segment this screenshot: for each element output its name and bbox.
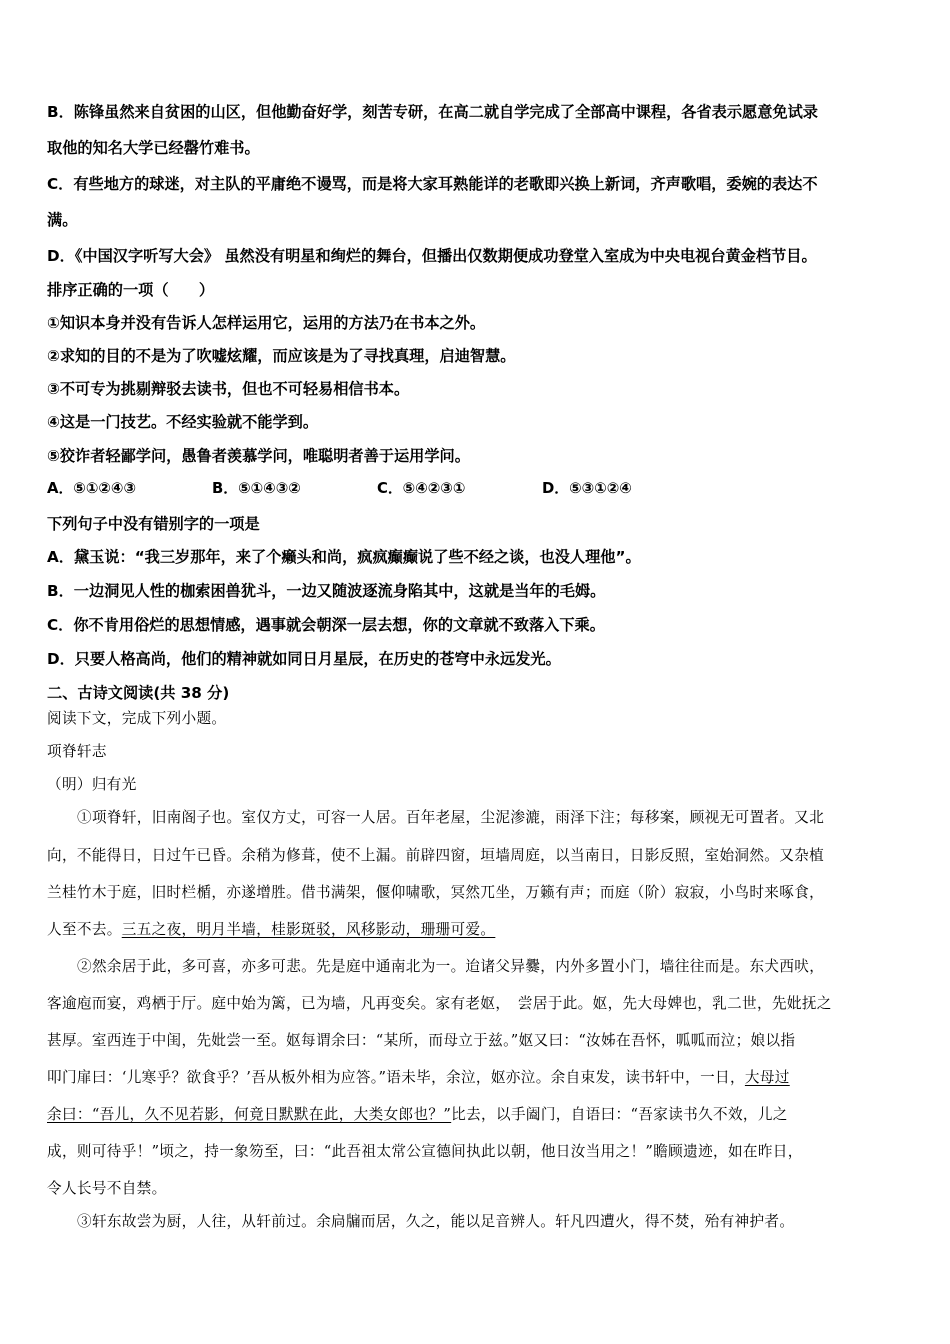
underlined-sentence-1: 三五之夜，明月半墙，桂影斑驳，风移影动，珊珊可爱。 [121, 921, 496, 938]
paragraph-2-line-6: 成，则可待乎！”顷之，持一象笏至，曰：“此吾祖太常公宣德间执此以朝，他日汝当用之！”瞻顾遗迹，如在昨日， [47, 1143, 803, 1160]
option-c-line-1: C．有些地方的球迷，对主队的平庸绝不谩骂，而是将大家耳熟能详的老歌即兴换上新词，齐声歌唱，委婉的表达不 [47, 175, 818, 193]
order-option-c: C．⑤④②③① [377, 480, 466, 497]
option-d-line: D．《中国汉字听写大会》 虽然没有明星和绚烂的舞台，但播出仅数期便成功登堂入室成为中央电视台黄金档节目。 [47, 247, 817, 265]
typo-option-d: D．只要人格高尚，他们的精神就如同日月星辰，在历史的苍穹中永远发光。 [47, 650, 561, 668]
paragraph-2-line-1: ②然余居于此，多可喜，亦多可悲。先是庭中通南北为一。迨诸父异爨，内外多置小门，墙往往而是。东犬西吠， [77, 958, 825, 975]
typo-option-a: A．黛玉说：“我三岁那年，来了个癞头和尚，疯疯癫癫说了些不经之谈，也没人理他”。 [47, 548, 641, 566]
order-item-4: ④这是一门技艺。不经实验就不能学到。 [47, 413, 319, 431]
paragraph-1-line-1: ①项脊轩，旧南阁子也。室仅方丈，可容一人居。百年老屋，尘泥渗漉，雨泽下注；每移案，顾视无可置者。又北 [77, 809, 825, 826]
paragraph-2-line-2: 客逾庖而宴，鸡栖于厅。庭中始为篱，已为墙，凡再变矣。家有老妪， 尝居于此。妪，先大母婢也，乳二世，先妣抚之 [47, 995, 832, 1012]
paragraph-2-text: 叩门扉曰：‘儿寒乎？欲食乎？’吾从板外相为应答。”语未毕，余泣，妪亦泣。余自束发，读书轩中，一日， [47, 1069, 745, 1086]
order-option-a: A．⑤①②④③ [47, 480, 136, 497]
underlined-sentence-2-end: 余曰：“吾儿，久不见若影，何竟日默默在此，大类女郎也？” [47, 1106, 452, 1123]
paragraph-1-text: 人至不去。 [47, 921, 122, 938]
order-item-5: ⑤狡诈者轻鄙学问，愚鲁者羡慕学问，唯聪明者善于运用学问。 [47, 447, 470, 465]
order-item-2: ②求知的目的不是为了吹嘘炫耀，而应该是为了寻找真理，启迪智慧。 [47, 347, 516, 365]
paragraph-2-line-5 [47, 1104, 788, 1126]
order-item-3: ③不可专为挑剔辩驳去读书，但也不可轻易相信书本。 [47, 380, 410, 398]
passage-author: （明）归有光 [47, 776, 137, 793]
paragraph-2-line-7: 令人长号不自禁。 [47, 1180, 167, 1197]
order-option-d: D．⑤③①②④ [542, 480, 632, 497]
order-options-row [47, 478, 927, 500]
paragraph-1-line-4 [47, 919, 495, 941]
paragraph-3-line-1: ③轩东故尝为厨，人往，从轩前过。余扃牖而居，久之，能以足音辨人。轩凡四遭火，得不焚，殆有神护者。 [77, 1213, 795, 1230]
typo-question-stem: 下列句子中没有错别字的一项是 [47, 515, 260, 533]
option-b-line-2: 取他的知名大学已经罄竹难书。 [47, 139, 260, 157]
paragraph-1-line-3: 兰桂竹木于庭，旧时栏楯，亦遂增胜。借书满架，偃仰啸歌，冥然兀坐，万籁有声；而庭（阶）寂寂，小鸟时来啄食， [47, 884, 825, 901]
reading-instruction: 阅读下文，完成下列小题。 [47, 710, 227, 727]
typo-option-c: C．你不肯用俗烂的思想情感，遇事就会朝深一层去想，你的文章就不致落入下乘。 [47, 616, 605, 634]
paragraph-2-line-4 [47, 1067, 790, 1089]
passage-title: 项脊轩志 [47, 743, 107, 760]
paragraph-2-text-cont: 比去，以手阖门，自语曰：“吾家读书久不效，儿之 [451, 1106, 788, 1123]
paragraph-1-line-2: 向，不能得日，日过午已昏。余稍为修葺，使不上漏。前辟四窗，垣墙周庭，以当南日，日影反照，室始洞然。又杂植 [47, 847, 825, 864]
order-item-1: ①知识本身并没有告诉人怎样运用它，运用的方法乃在书本之外。 [47, 314, 486, 332]
order-option-b: B．⑤①④③② [212, 480, 301, 497]
section-heading: 二、古诗文阅读(共 38 分) [47, 684, 230, 702]
underlined-sentence-2-start: 大母过 [744, 1069, 790, 1086]
order-question-stem: 排序正确的一项（ ） [47, 281, 215, 299]
paragraph-2-line-3: 甚厚。室西连于中闺，先妣尝一至。妪每谓余曰：“某所，而母立于兹。”妪又曰：“汝姊在吾怀，呱呱而泣；娘以指 [47, 1032, 796, 1049]
typo-option-b: B．一边洞见人性的枷索困兽犹斗，一边又随波逐流身陷其中，这就是当年的毛姆。 [47, 582, 606, 600]
option-c-line-2: 满。 [47, 211, 78, 229]
option-b-line-1: B．陈锋虽然来自贫困的山区，但他勤奋好学，刻苦专研，在高二就自学完成了全部高中课程，各省表示愿意免试录 [47, 103, 818, 121]
